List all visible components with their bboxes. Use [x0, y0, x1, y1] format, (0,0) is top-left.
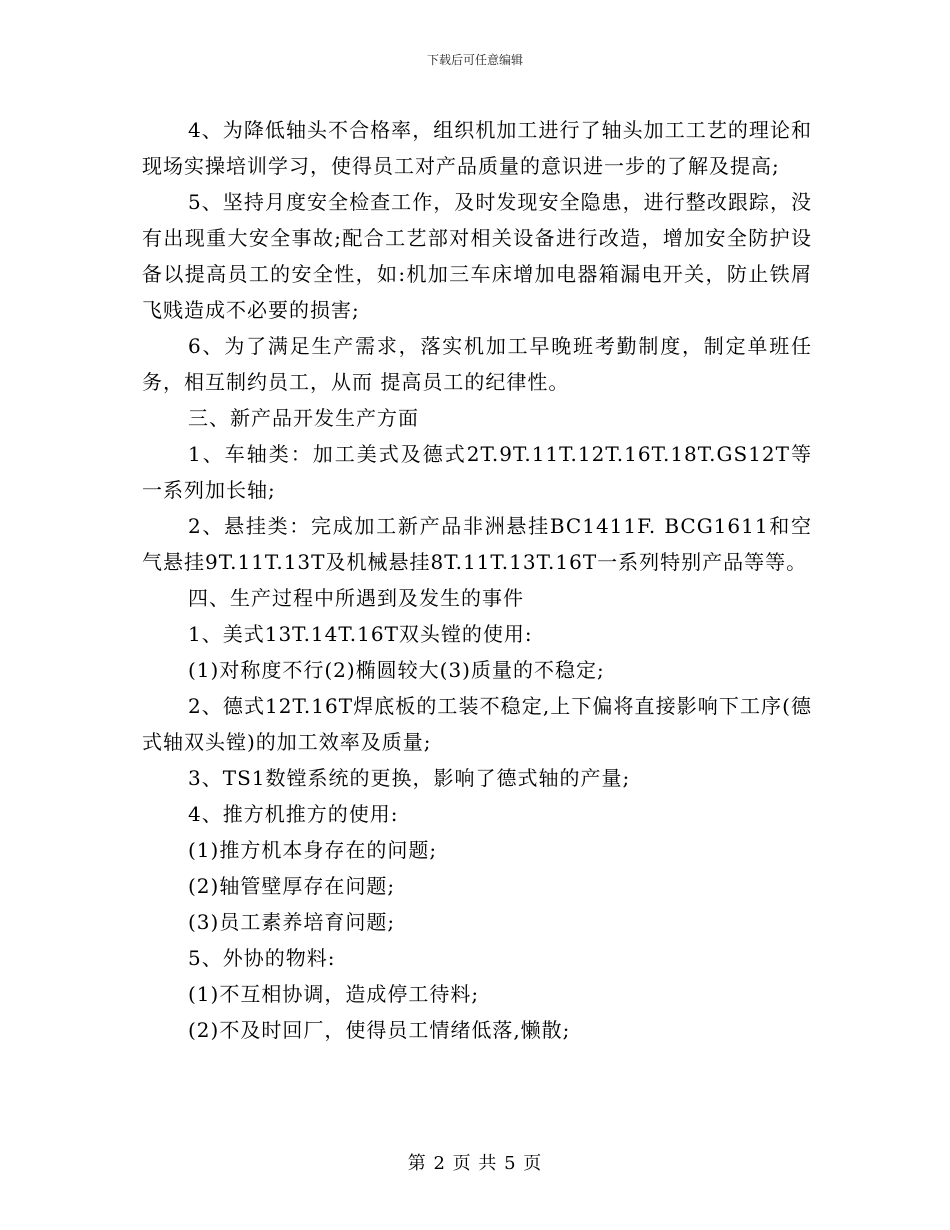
list-item-boring-machine: 1、美式13T.14T.16T双头镗的使用: — [188, 622, 533, 646]
section-heading-production-events: 四、生产过程中所遇到及发生的事件 — [188, 586, 524, 610]
paragraph-item-5-safety: 5、坚持月度安全检查工作，及时发现安全隐患，进行整改跟踪，没有出现重大安全事故;配合工艺部对相关设备进行改造，增加安全防护设备以提高员工的安全性，如:机加三车床增加电器箱漏电开关，防止铁屑飞贱造成不必要的损害; — [142, 190, 812, 322]
paragraph-axle-products: 1、车轴类：加工美式及德式2T.9T.11T.12T.16T.18T.GS12T等一系列加长轴; — [142, 442, 812, 502]
document-body — [142, 112, 812, 1048]
paragraph-item-4-quality: 4、为降低轴头不合格率，组织机加工进行了轴头加工工艺的理论和现场实操培训学习，使得员工对产品质量的意识进一步的了解及提高; — [142, 118, 812, 178]
section-heading-new-products: 三、新产品开发生产方面 — [188, 406, 419, 430]
list-item-ts1-system: 3、TS1数镗系统的更换，影响了德式轴的产量; — [188, 766, 631, 790]
list-subitem-wall-thickness: (2)轴管壁厚存在问题; — [188, 874, 396, 898]
page-header: 下载后可任意编辑 — [426, 53, 523, 67]
list-subitem-boring-issues: (1)对称度不行(2)椭圆较大(3)质量的不稳定; — [188, 658, 605, 682]
paragraph-item-6-discipline: 6、为了满足生产需求，落实机加工早晚班考勤制度，制定单班任务，相互制约员工，从而 提高员工的纪律性。 — [142, 334, 812, 394]
list-subitem-coordination: (1)不互相协调，造成停工待料; — [188, 982, 480, 1006]
list-item-pushing-machine: 4、推方机推方的使用: — [188, 802, 399, 826]
list-subitem-staff-training: (3)员工素养培育问题; — [188, 910, 396, 934]
list-item-welding-fixture: 2、德式12T.16T焊底板的工装不稳定,上下偏将直接影响下工序(德式轴双头镗)的加工效率及质量; — [142, 694, 812, 754]
paragraph-suspension-products: 2、悬挂类：完成加工新产品非洲悬挂BC1411F. BCG1611和空气悬挂9T.11T.13T及机械悬挂8T.11T.13T.16T一系列特别产品等等。 — [142, 514, 812, 574]
page-number: 第 2 页 共 5 页 — [407, 1153, 543, 1174]
list-subitem-machine-problem: (1)推方机本身存在的问题; — [188, 838, 438, 862]
list-subitem-late-return: (2)不及时回厂，使得员工情绪低落,懒散; — [188, 1018, 571, 1042]
list-item-outsourced-materials: 5、外协的物料: — [188, 946, 336, 970]
